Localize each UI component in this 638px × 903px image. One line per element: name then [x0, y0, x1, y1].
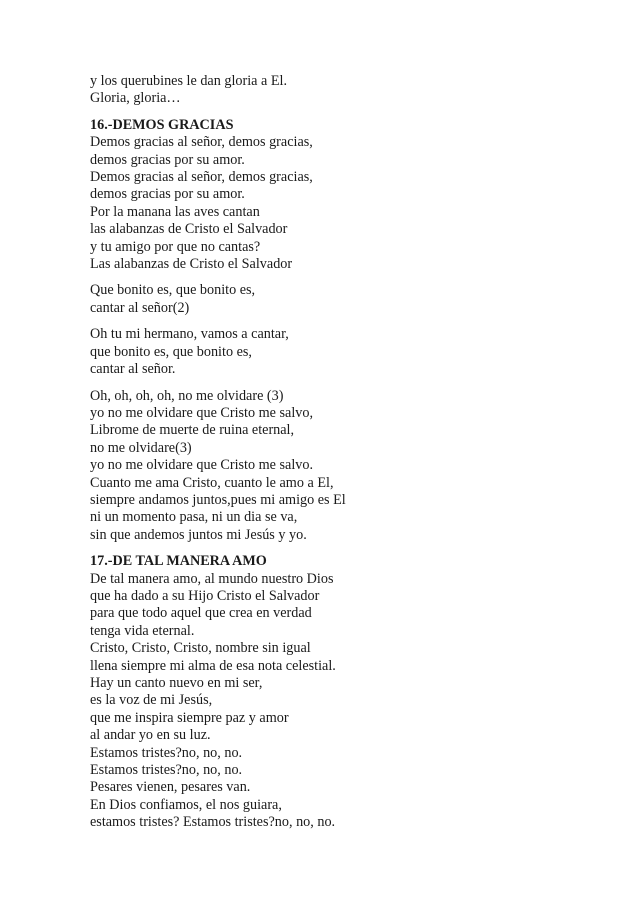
text-line: yo no me olvidare que Cristo me salvo.: [90, 457, 314, 474]
text-line: cantar al señor(2): [90, 299, 190, 316]
song-title: 17.-DE TAL MANERA AMO: [90, 553, 267, 570]
text-line: estamos tristes? Estamos tristes?no, no, no.: [90, 814, 336, 831]
text-line: llena siempre mi alma de esa nota celestial.: [90, 657, 336, 674]
text-line: que me inspira siempre paz y amor: [90, 709, 289, 726]
text-line: Estamos tristes?no, no, no.: [90, 744, 243, 761]
text-line: que bonito es, que bonito es,: [90, 343, 252, 360]
text-line: Hay un canto nuevo en mi ser,: [90, 675, 263, 691]
text-line: Estamos tristes?no, no, no.: [90, 762, 243, 779]
text-line: para que todo aquel que crea en verdad: [90, 605, 312, 622]
text-line: De tal manera amo, al mundo nuestro Dios: [90, 570, 334, 587]
song-title: 16.-DEMOS GRACIAS: [90, 116, 234, 133]
text-line: Cristo, Cristo, Cristo, nombre sin igual: [90, 640, 311, 657]
text-line: yo no me olvidare que Cristo me salvo,: [90, 404, 314, 421]
text-line: En Dios confiamos, el nos guiara,: [90, 796, 282, 813]
song-17: [90, 553, 610, 832]
text-line: Las alabanzas de Cristo el Salvador: [90, 256, 293, 273]
document-page: [90, 73, 610, 832]
text-line: al andar yo en su luz.: [90, 727, 211, 744]
stanza: [90, 388, 610, 545]
text-line: demos gracias por su amor.: [90, 151, 245, 168]
text-line: las alabanzas de Cristo el Salvador: [90, 221, 288, 238]
stanza: [90, 326, 610, 378]
text-line: Por la manana las aves cantan: [90, 203, 260, 220]
text-line: Cuanto me ama Cristo, cuanto le amo a El,: [90, 474, 334, 491]
text-line: es la voz de mi Jesús,: [90, 692, 213, 709]
intro-block: [90, 73, 610, 108]
text-line: Pesares vienen, pesares van.: [90, 779, 251, 796]
text-line: Que bonito es, que bonito es,: [90, 282, 256, 299]
text-line: demos gracias por su amor.: [90, 186, 245, 203]
stanza: [90, 571, 610, 832]
text-line: ni un momento pasa, ni un dia se va,: [90, 509, 298, 526]
text-line: Demos gracias al señor, demos gracias,: [90, 169, 313, 186]
text-line: Librome de muerte de ruina eternal,: [90, 422, 295, 439]
text-line: y los querubines le dan gloria a El.: [90, 73, 287, 89]
stanza: [90, 282, 610, 317]
text-line: no me olvidare(3): [90, 439, 192, 456]
text-line: Oh, oh, oh, oh, no me olvidare (3): [90, 387, 284, 404]
text-line: tenga vida eternal.: [90, 622, 195, 639]
song-16: [90, 117, 610, 544]
text-line: sin que andemos juntos mi Jesús y yo.: [90, 526, 307, 543]
stanza: [90, 134, 610, 273]
text-line: que ha dado a su Hijo Cristo el Salvador: [90, 587, 320, 604]
text-line: Demos gracias al señor, demos gracias,: [90, 134, 313, 151]
text-line: Oh tu mi hermano, vamos a cantar,: [90, 326, 289, 343]
text-line: y tu amigo por que no cantas?: [90, 238, 261, 255]
text-line: cantar al señor.: [90, 361, 176, 378]
text-line: siempre andamos juntos,pues mi amigo es El: [90, 491, 346, 508]
text-line: Gloria, gloria…: [90, 90, 181, 107]
